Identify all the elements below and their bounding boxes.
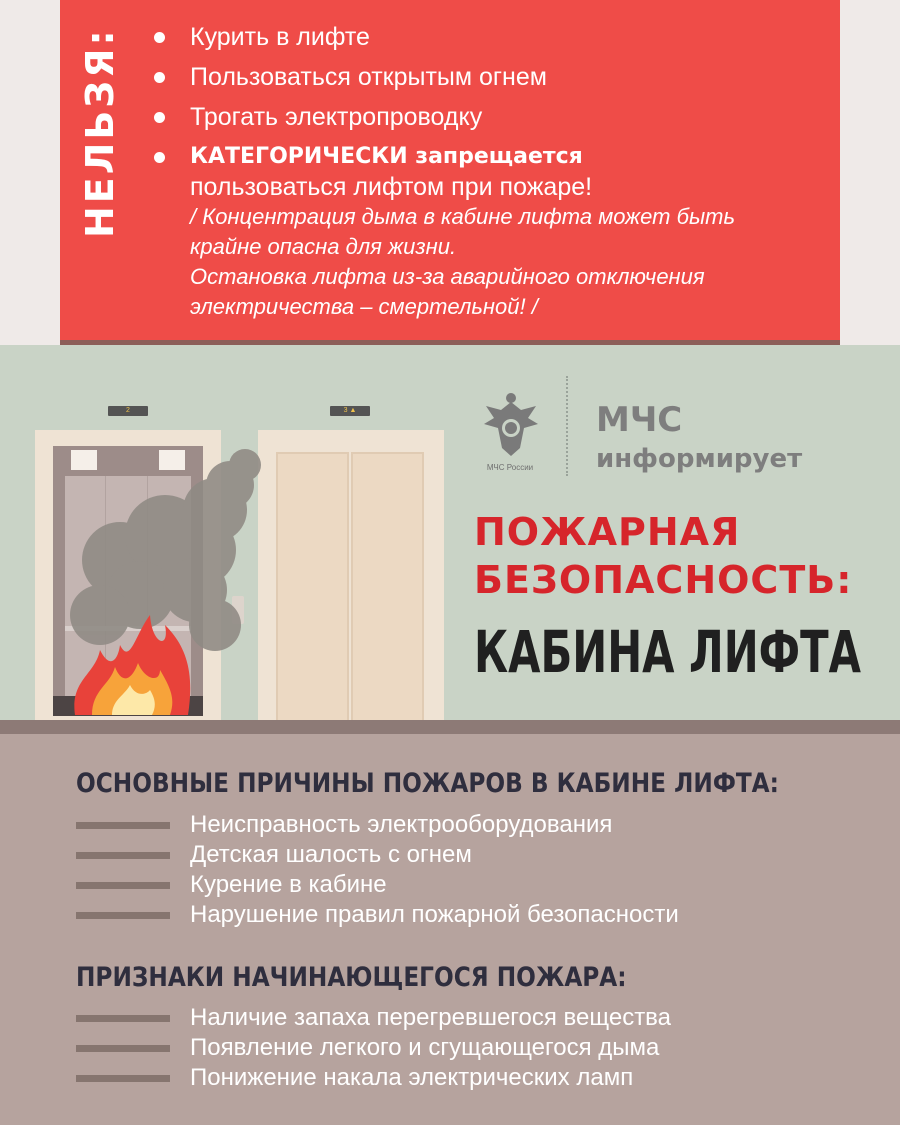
list-item: Наличие запаха перегревшегося вещества (76, 1003, 671, 1033)
forbidden-note-line: Остановка лифта из-за аварийного отключения (190, 264, 705, 289)
floor-indicator-right: 3 ▲ (330, 406, 370, 416)
mchs-emblem-icon (476, 388, 546, 464)
list-item: Детская шалость с огнем (76, 840, 679, 870)
dash-icon (76, 1045, 170, 1052)
forbidden-heading: НЕЛЬЗЯ: (78, 27, 122, 238)
poster-subtitle: КАБИНА ЛИФТА (474, 618, 861, 686)
forbidden-strong-text: КАТЕГОРИЧЕСКИ запрещается (190, 144, 583, 169)
list-item: Неисправность электрооборудования (76, 810, 679, 840)
forbidden-note-line: / Концентрация дыма в кабине лифта может быть (190, 204, 736, 229)
signs-list (76, 1003, 671, 1093)
title-line-1: ПОЖАРНАЯ (474, 510, 741, 554)
forbidden-item-elevator-fire (150, 142, 830, 322)
bullet-icon (154, 152, 165, 163)
causes-list (76, 810, 679, 930)
poster-title (474, 508, 852, 604)
title-line-2: БЕЗОПАСНОСТЬ: (474, 558, 853, 602)
signs-heading: ПРИЗНАКИ НАЧИНАЮЩЕГОСЯ ПОЖАРА: (76, 962, 627, 993)
forbidden-item: Пользоваться открытым огнем (150, 62, 830, 92)
list-item: Понижение накала электрических ламп (76, 1063, 671, 1093)
forbidden-note-line: крайне опасна для жизни. (190, 234, 457, 259)
list-item: Нарушение правил пожарной безопасности (76, 900, 679, 930)
bullet-icon (154, 112, 165, 123)
dash-icon (76, 1075, 170, 1082)
list-item: Появление легкого и сгущающегося дыма (76, 1033, 671, 1063)
fire-and-smoke-illustration (0, 345, 470, 720)
bullet-icon (154, 72, 165, 83)
forbidden-list (150, 22, 830, 332)
forbidden-item: Курить в лифте (150, 22, 830, 52)
dash-icon (76, 912, 170, 919)
mchs-informs-label: информирует (596, 444, 803, 474)
forbidden-strong-rest: пользоваться лифтом при пожаре! (190, 173, 593, 201)
smoke-icon (70, 449, 261, 651)
causes-heading: ОСНОВНЫЕ ПРИЧИНЫ ПОЖАРОВ В КАБИНЕ ЛИФТА: (76, 768, 779, 799)
floor-indicator-left: 2 (108, 406, 148, 416)
forbidden-note-line: электричества – смертельной! / (190, 294, 538, 319)
list-item: Курение в кабине (76, 870, 679, 900)
floor-baseboard (0, 720, 900, 734)
dash-icon (76, 822, 170, 829)
mchs-org-name: МЧС (596, 400, 683, 440)
logo-divider (566, 376, 568, 476)
forbidden-item: Трогать электропроводку (150, 102, 830, 132)
dash-icon (76, 1015, 170, 1022)
dash-icon (76, 882, 170, 889)
mchs-logo-caption: МЧС России (486, 463, 534, 472)
bullet-icon (154, 32, 165, 43)
dash-icon (76, 852, 170, 859)
